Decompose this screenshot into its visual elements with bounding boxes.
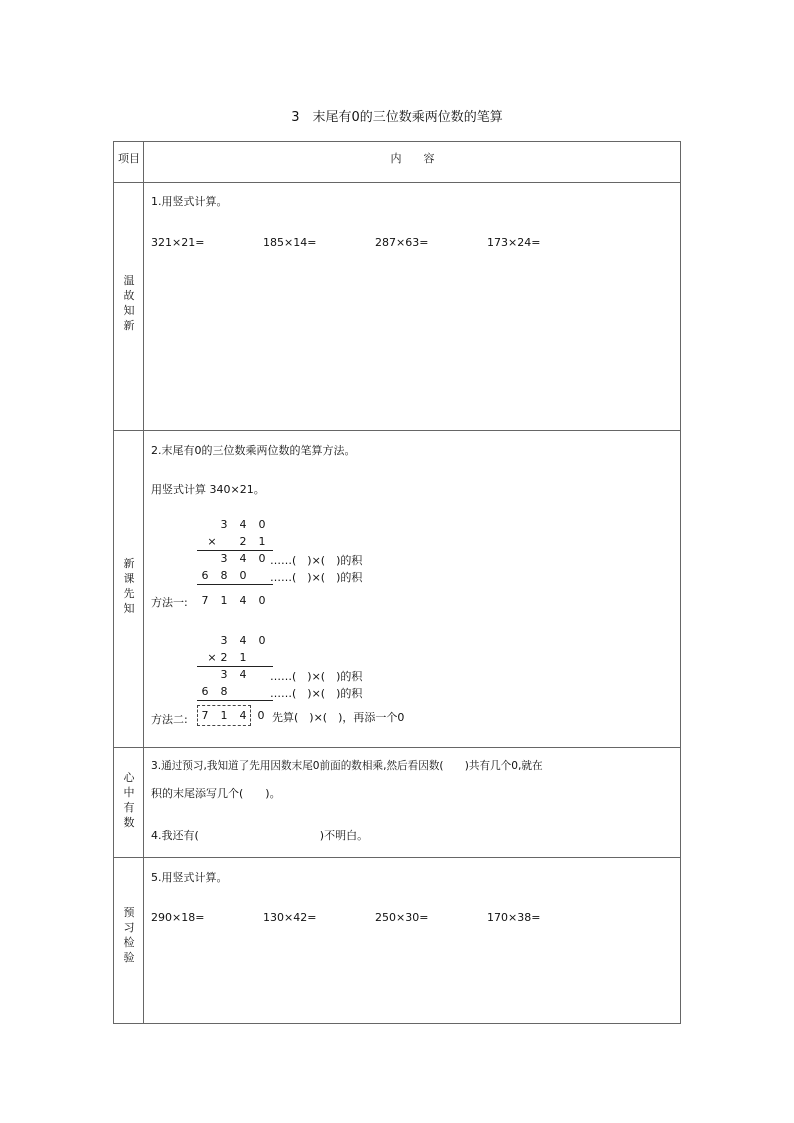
table-border-bottom bbox=[113, 1023, 681, 1024]
digit: 1 bbox=[258, 535, 266, 548]
digit: 0 bbox=[258, 594, 266, 607]
digit: 4 bbox=[239, 552, 247, 565]
table-border-top bbox=[113, 141, 681, 142]
page-title: 3 末尾有0的三位数乘两位数的笔算 bbox=[291, 110, 503, 125]
times-sign: × bbox=[207, 535, 217, 548]
method-1-label: 方法一: bbox=[151, 596, 188, 609]
row-divider bbox=[113, 857, 681, 858]
digit: 2 bbox=[239, 535, 247, 548]
question-4: 4.我还有( )不明白。 bbox=[151, 829, 369, 842]
calc-rule bbox=[197, 550, 273, 551]
row-divider bbox=[113, 430, 681, 431]
digit: 3 bbox=[220, 668, 228, 681]
calc-rule bbox=[197, 700, 273, 701]
question-5-title: 5.用竖式计算。 bbox=[151, 871, 228, 884]
product-note: ……( )×( )的积 bbox=[270, 687, 363, 700]
section-label-check: 预 习 检 验 bbox=[123, 906, 135, 964]
digit: 0 bbox=[258, 518, 266, 531]
digit: 0 bbox=[257, 709, 265, 722]
digit: 1 bbox=[239, 651, 247, 664]
product-note: ……( )×( )的积 bbox=[270, 571, 363, 584]
digit: 3 bbox=[220, 634, 228, 647]
problem: 287×63= bbox=[375, 236, 429, 249]
header-content: 内 容 bbox=[390, 152, 435, 165]
digit: 8 bbox=[220, 569, 228, 582]
product-note: ……( )×( )的积 bbox=[270, 554, 363, 567]
row-divider bbox=[113, 182, 681, 183]
product-note: ……( )×( )的积 bbox=[270, 670, 363, 683]
row-divider bbox=[113, 747, 681, 748]
problem: 185×14= bbox=[263, 236, 317, 249]
digit: 4 bbox=[239, 594, 247, 607]
table-border-right bbox=[680, 141, 681, 1024]
digit: 0 bbox=[258, 634, 266, 647]
header-item: 项目 bbox=[118, 152, 140, 165]
method-2-label: 方法二: bbox=[151, 713, 188, 726]
digit: 4 bbox=[239, 518, 247, 531]
digit: 1 bbox=[220, 709, 228, 722]
section-label-review: 温 故 知 新 bbox=[123, 274, 135, 332]
problem: 130×42= bbox=[263, 911, 317, 924]
problem: 290×18= bbox=[151, 911, 205, 924]
digit: 8 bbox=[220, 685, 228, 698]
question-2-title: 2.末尾有0的三位数乘两位数的笔算方法。 bbox=[151, 444, 356, 457]
question-3-line-1: 3.通过预习,我知道了先用因数末尾0前面的数相乘,然后看因数( )共有几个0,就在 bbox=[151, 760, 543, 772]
digit: 6 bbox=[201, 685, 209, 698]
problem: 321×21= bbox=[151, 236, 205, 249]
digit: 0 bbox=[239, 569, 247, 582]
digit: 0 bbox=[258, 552, 266, 565]
digit: 7 bbox=[201, 709, 209, 722]
digit: 4 bbox=[239, 668, 247, 681]
result-note: 先算( )×( )，再添一个0 bbox=[272, 711, 405, 724]
calc-rule bbox=[197, 584, 273, 585]
digit: 4 bbox=[239, 634, 247, 647]
question-1-title: 1.用竖式计算。 bbox=[151, 195, 228, 208]
calc-rule bbox=[197, 666, 273, 667]
digit: 6 bbox=[201, 569, 209, 582]
digit: 3 bbox=[220, 552, 228, 565]
section-label-mind: 心 中 有 数 bbox=[123, 771, 135, 829]
digit: 1 bbox=[220, 594, 228, 607]
times-sign: × bbox=[207, 651, 217, 664]
question-3-line-2: 积的末尾添写几个( )。 bbox=[151, 787, 281, 800]
problem: 250×30= bbox=[375, 911, 429, 924]
section-label-new: 新 课 先 知 bbox=[123, 557, 135, 615]
digit: 4 bbox=[239, 709, 247, 722]
problem: 173×24= bbox=[487, 236, 541, 249]
digit: 7 bbox=[201, 594, 209, 607]
digit: 3 bbox=[220, 518, 228, 531]
problem: 170×38= bbox=[487, 911, 541, 924]
digit: 2 bbox=[220, 651, 228, 664]
question-2-prompt: 用竖式计算 340×21。 bbox=[151, 483, 265, 496]
